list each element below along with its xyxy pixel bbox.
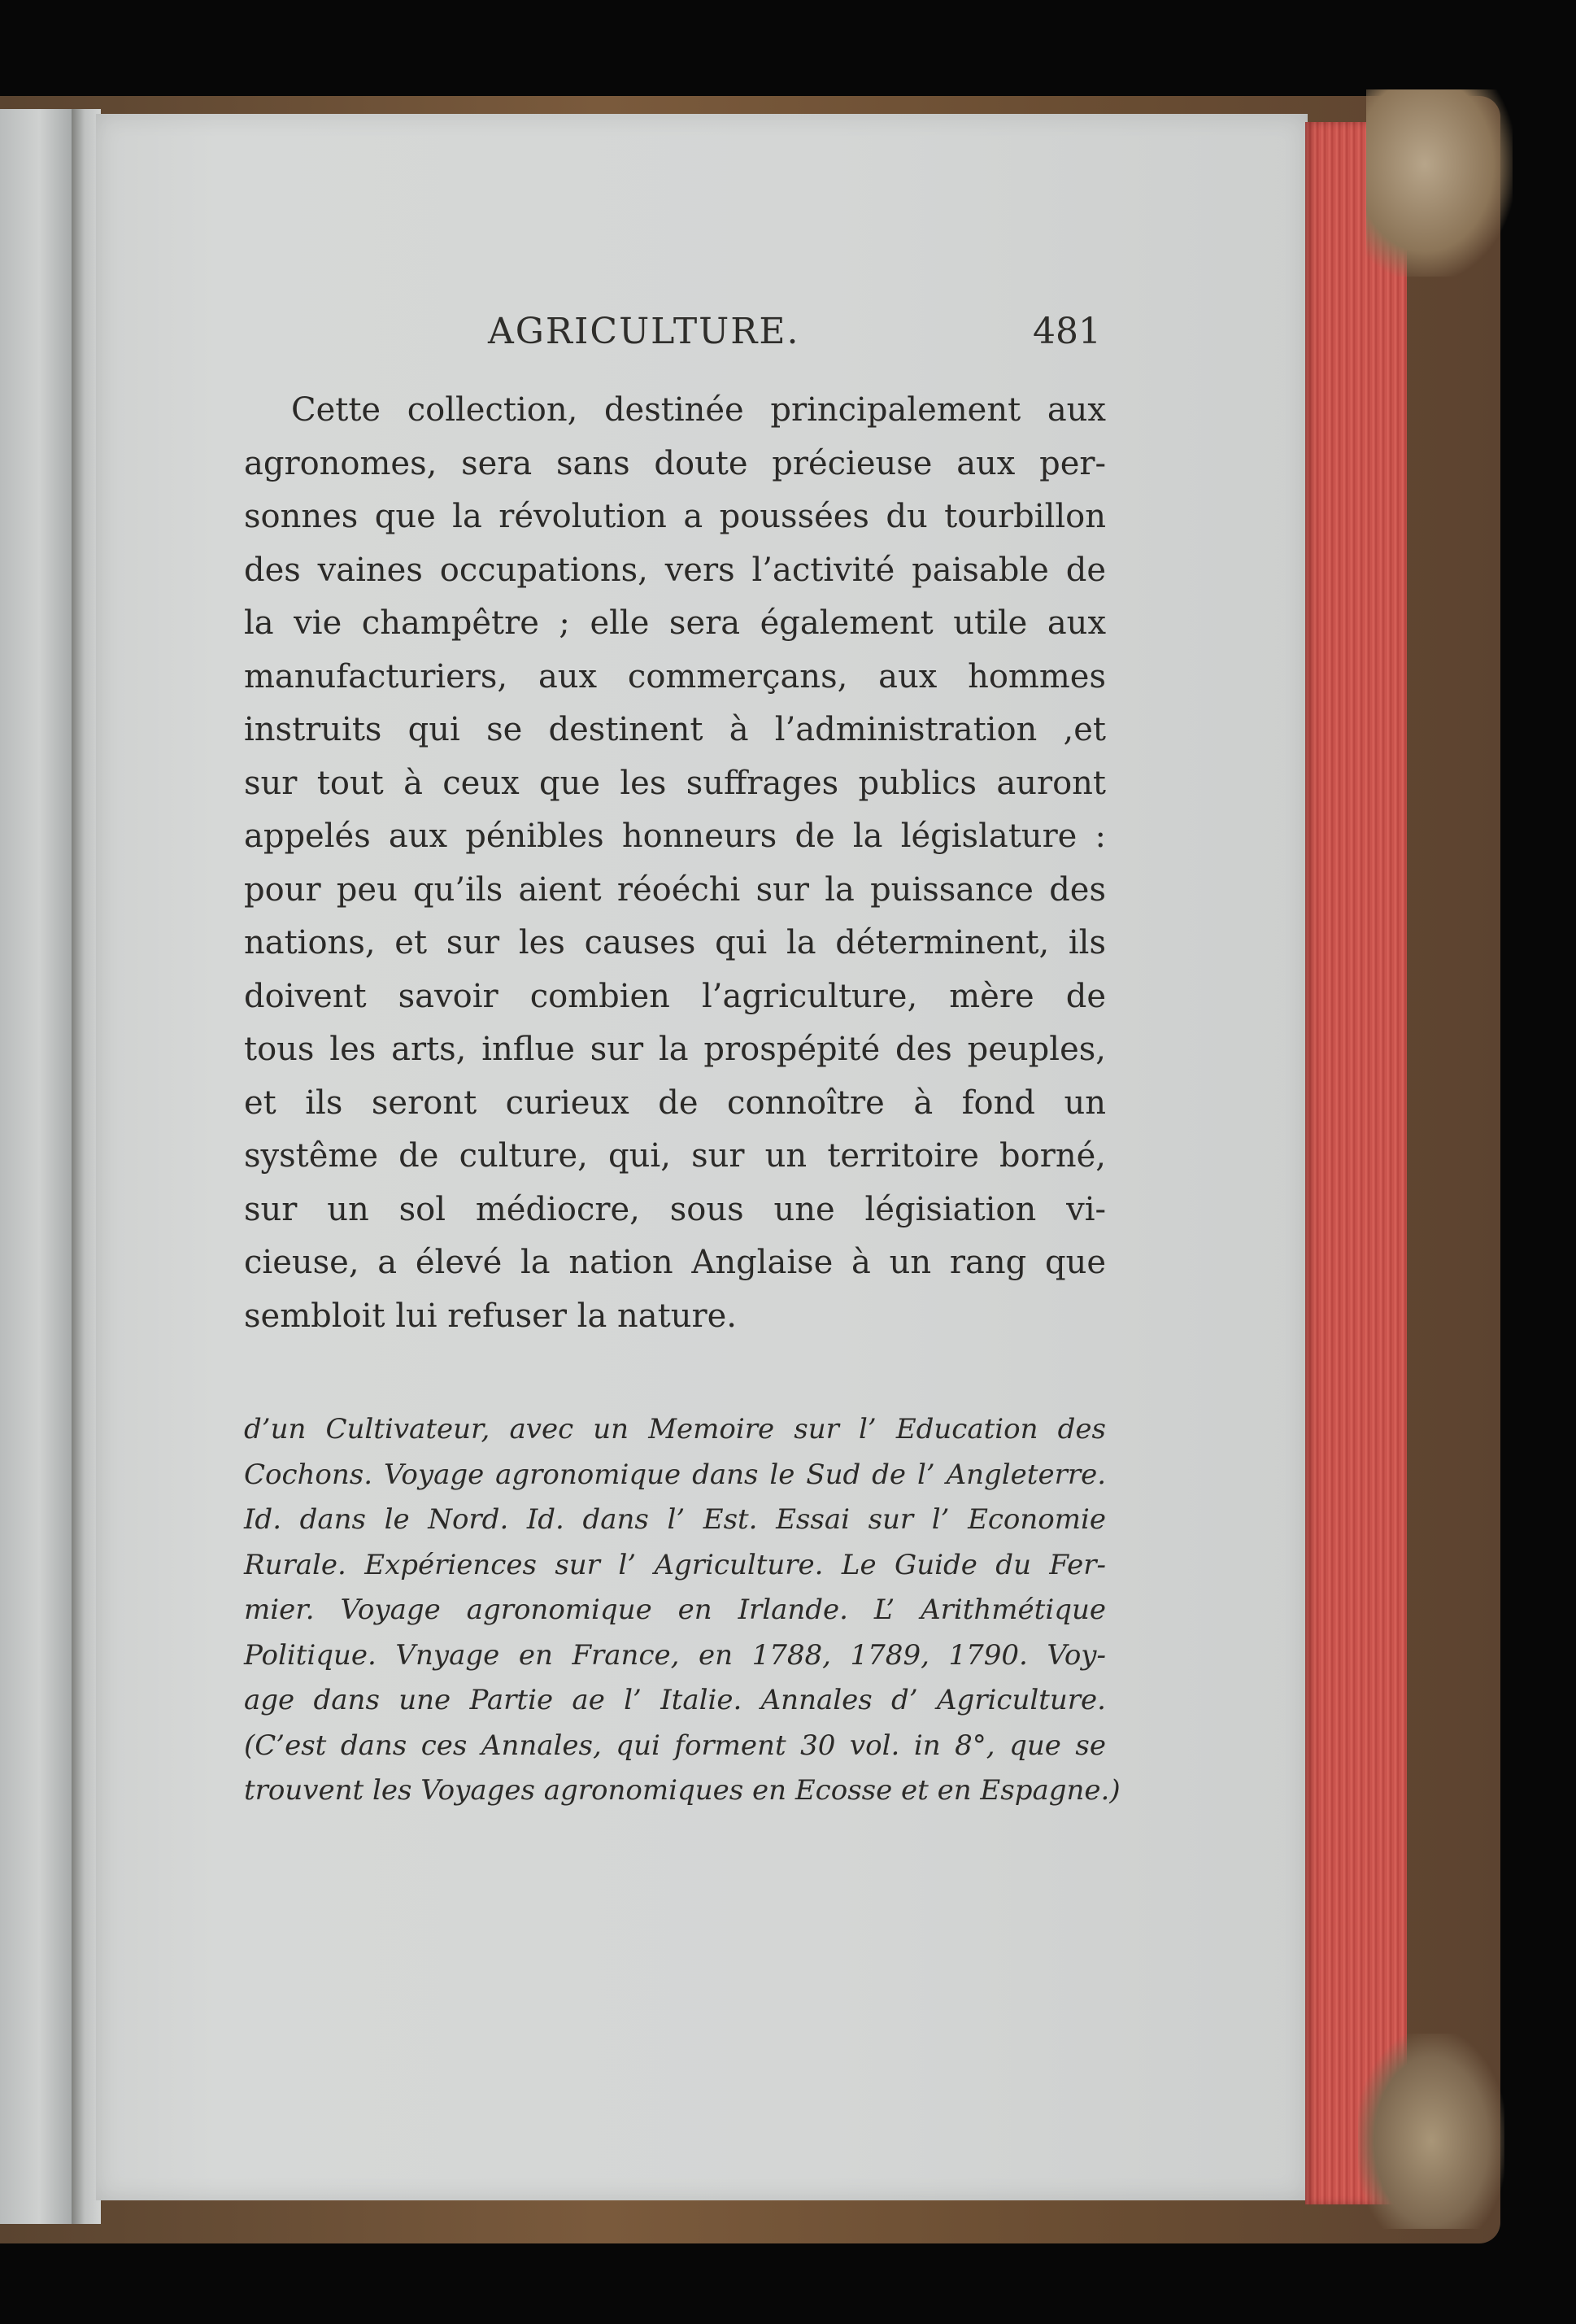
- text-line: sur un sol médiocre, sous une légisiation vi-: [244, 1190, 1106, 1228]
- footnote-line: Politique. Vnyage en France, en 1788, 1789, 1790. Voy-: [244, 1638, 1106, 1672]
- text-line: sur tout à ceux que les suffrages publics auront: [244, 764, 1106, 802]
- left-page-edge: [0, 109, 74, 2224]
- text-line: sembloit lui refuser la nature.: [244, 1297, 737, 1335]
- text-line: des vaines occupations, vers l’activité paisable de: [244, 551, 1106, 589]
- text-line: sonnes que la révolution a poussées du tourbillon: [244, 498, 1106, 535]
- torn-corner-top: [1366, 89, 1513, 277]
- text-line: pour peu qu’ils aient réoéchi sur la puissance des: [244, 870, 1106, 909]
- text-line: la vie champêtre ; elle sera également utile aux: [244, 604, 1106, 642]
- body-paragraph: [244, 384, 1106, 1343]
- footnote-line: trouvent les Voyages agronomiques en Ecosse et en Espagne.): [244, 1774, 1121, 1807]
- text-line: manufacturiers, aux commerçans, aux hommes: [244, 657, 1106, 695]
- page-number: 481: [1033, 311, 1101, 352]
- red-page-edges: [1305, 122, 1407, 2204]
- footnote: [244, 1407, 1121, 1814]
- text-line: instruits qui se destinent à l’administration ,et: [244, 711, 1106, 748]
- text-line: agronomes, sera sans doute précieuse aux per-: [244, 444, 1106, 482]
- footnote-line: Id. dans le Nord. Id. dans l’ Est. Essai sur l’ Economie: [244, 1503, 1106, 1536]
- text-line: appelés aux pénibles honneurs de la législature :: [244, 818, 1106, 855]
- text-line: Cette collection, destinée principalement aux: [291, 391, 1106, 429]
- running-title: AGRICULTURE.: [488, 311, 800, 352]
- text-line: doivent savoir combien l’agriculture, mère de: [244, 977, 1106, 1015]
- footnote-line: mier. Voyage agronomique en Irlande. L’ Arithmétique: [244, 1594, 1106, 1626]
- footnote-line: Cochons. Voyage agronomique dans le Sud de l’ Angleterre.: [244, 1458, 1106, 1491]
- text-line: systême de culture, qui, sur un territoire borné,: [244, 1137, 1106, 1175]
- text-line: tous les arts, influe sur la prospépité des peuples,: [244, 1031, 1106, 1068]
- text-line: nations, et sur les causes qui la déterminent, ils: [244, 924, 1106, 961]
- footnote-line: d’un Cultivateur, avec un Memoire sur l’ Education des: [244, 1413, 1106, 1445]
- footnote-line: age dans une Partie ae l’ Italie. Annales d’ Agriculture.: [244, 1684, 1106, 1716]
- running-header: [244, 311, 1106, 368]
- text-line: cieuse, a élevé la nation Anglaise à un rang que: [244, 1244, 1106, 1281]
- footnote-line: (C’est dans ces Annales, qui forment 30 vol. in 8°, que se: [244, 1729, 1106, 1762]
- torn-corner-bottom: [1358, 2034, 1504, 2229]
- text-line: et ils seront curieux de connoître à fond un: [244, 1084, 1106, 1122]
- footnote-line: Rurale. Expériences sur l’ Agriculture. Le Guide du Fer-: [244, 1548, 1106, 1581]
